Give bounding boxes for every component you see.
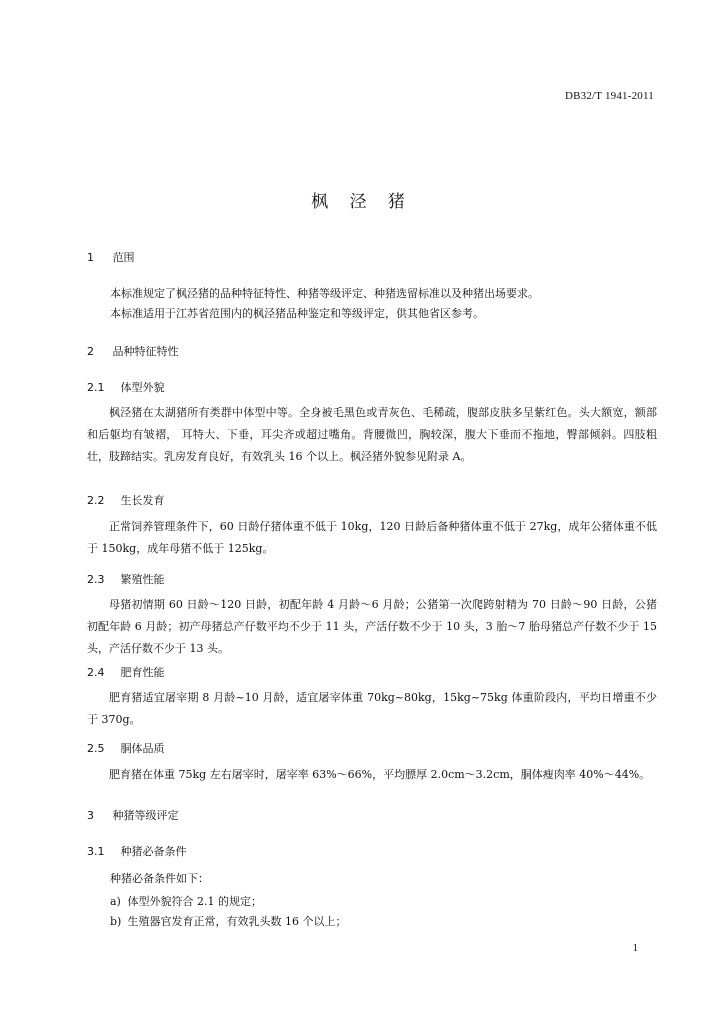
subsection-number: 2.2 bbox=[87, 494, 105, 507]
subsection-heading-2-3 bbox=[87, 571, 165, 587]
list-marker: b) bbox=[110, 915, 122, 928]
carcass-paragraph: 肥育猪在体重 75kg 左右屠宰时，屠宰率 63%～66%，平均膘厚 2.0cm～3.2cm，胴体瘦肉率 40%～44%。 bbox=[109, 768, 651, 781]
subsection-title: 肥育性能 bbox=[120, 666, 165, 679]
subsection-number: 2.4 bbox=[87, 666, 105, 679]
scope-paragraph-1: 本标准规定了枫泾猪的品种特征特性、种猪等级评定、种猪选留标准以及种猪出场要求。 bbox=[110, 287, 539, 300]
subsection-number: 2.3 bbox=[87, 573, 105, 586]
section-heading-2 bbox=[87, 343, 179, 359]
section-heading-3 bbox=[87, 807, 179, 823]
page-number: 1 bbox=[632, 942, 638, 954]
subsection-title: 繁殖性能 bbox=[120, 573, 165, 586]
subsection-heading-2-4 bbox=[87, 664, 165, 680]
reproduction-paragraph: 母猪初情期 60 日龄～120 日龄，初配年龄 4 月龄～6 月龄；公猪第一次爬跨射精为 70 日龄～90 日龄，公猪初配年龄 6 月龄；初产母猪总产仔数平均不少于 11 头，产活仔数不少于 10 头，3 胎～7 胎母猪总产仔数不少于 15 头，产活仔数不少于 13 头。 bbox=[87, 598, 657, 655]
subsection-number: 2.1 bbox=[87, 381, 105, 394]
subsection-title: 种猪必备条件 bbox=[120, 845, 187, 858]
subsection-heading-2-1 bbox=[87, 379, 165, 395]
section-number: 1 bbox=[87, 251, 94, 264]
list-item bbox=[110, 893, 262, 909]
subsection-heading-2-2 bbox=[87, 492, 165, 508]
list-marker: a) bbox=[110, 895, 121, 908]
section-number: 2 bbox=[87, 345, 94, 358]
requirements-intro: 种猪必备条件如下： bbox=[110, 872, 209, 885]
subsection-title: 生长发育 bbox=[120, 494, 165, 507]
section-heading-1 bbox=[87, 249, 135, 265]
list-item bbox=[110, 913, 347, 929]
subsection-heading-3-1 bbox=[87, 843, 187, 859]
subsection-number: 2.5 bbox=[87, 742, 105, 755]
subsection-number: 3.1 bbox=[87, 845, 105, 858]
section-title: 范围 bbox=[112, 251, 135, 264]
subsection-title: 胴体品质 bbox=[120, 742, 165, 755]
list-item-text: 生殖器官发育正常，有效乳头数 16 个以上； bbox=[127, 915, 347, 928]
section-title: 种猪等级评定 bbox=[112, 809, 179, 822]
growth-paragraph: 正常饲养管理条件下，60 日龄仔猪体重不低于 10kg，120 日龄后备种猪体重不低于 27kg，成年公猪体重不低于 150kg，成年母猪不低于 125kg。 bbox=[87, 520, 657, 555]
subsection-heading-2-5 bbox=[87, 740, 165, 756]
section-number: 3 bbox=[87, 809, 94, 822]
document-title: 枫 泾 猪 bbox=[311, 192, 413, 212]
subsection-title: 体型外貌 bbox=[120, 381, 165, 394]
standard-code: DB32/T 1941-2011 bbox=[564, 90, 654, 102]
appearance-paragraph: 枫泾猪在太湖猪所有类群中体型中等。全身被毛黑色或青灰色、毛稀疏，腹部皮肤多呈紫红色。头大额宽，额部和后躯均有皱褶， 耳特大、下垂，耳尖齐或超过嘴角。背腰微凹，胸较深，腹大下垂而不拖地，臀部倾斜。四肢粗壮，肢蹄结实。乳房发育良好，有效乳头 16 个以上。枫泾猪外貌参见附录 A。 bbox=[87, 406, 657, 463]
scope-paragraph-2: 本标准适用于江苏省范围内的枫泾猪品种鉴定和等级评定，供其他省区参考。 bbox=[110, 307, 484, 320]
section-title: 品种特征特性 bbox=[112, 345, 179, 358]
fattening-paragraph: 肥育猪适宜屠宰期 8 月龄~10 月龄，适宜屠宰体重 70kg~80kg，15kg~75kg 体重阶段内，平均日增重不少于 370g。 bbox=[87, 691, 657, 726]
list-item-text: 体型外貌符合 2.1 的规定； bbox=[127, 895, 262, 908]
